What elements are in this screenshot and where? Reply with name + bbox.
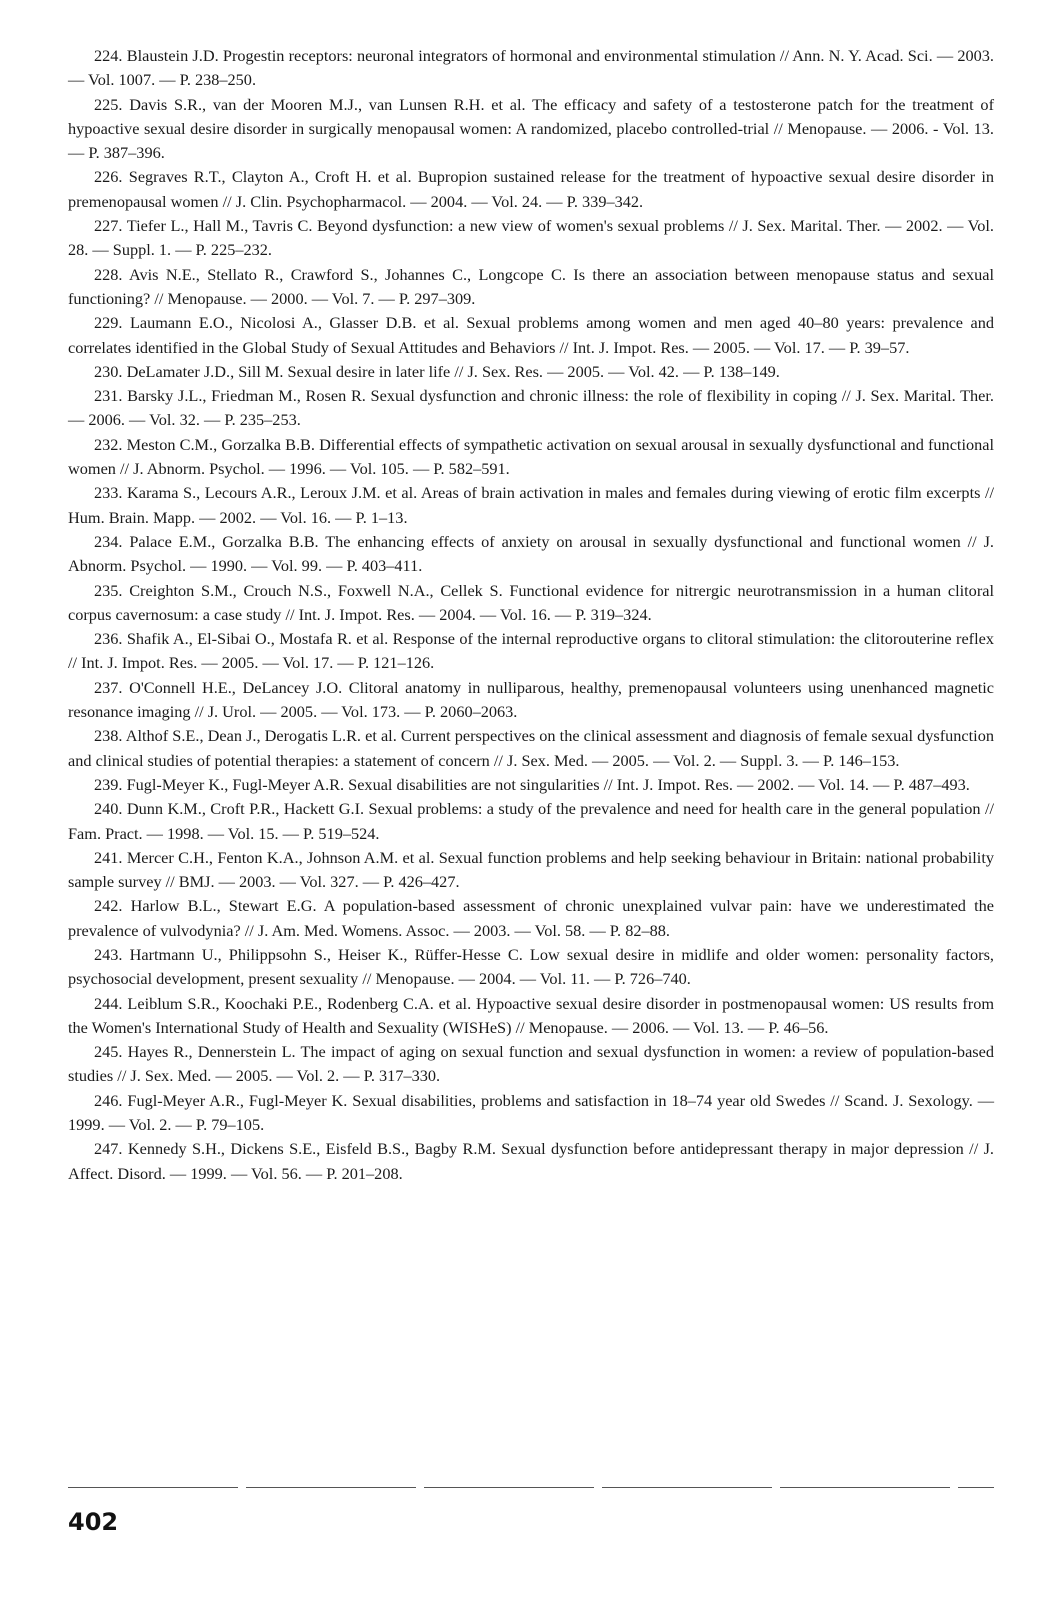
reference-241: 241. Mercer C.H., Fenton K.A., Johnson A.M. et al. Sexual function problems and help seeking behaviour in Britain: national probability sample survey // BMJ. — 2003. — Vol. 327. — P. 426–427. (68, 847, 994, 892)
reference-233: 233. Karama S., Lecours A.R., Leroux J.M. et al. Areas of brain activation in males and females during viewing of erotic film excerpts // Hum. Brain. Mapp. — 2002. — Vol. 16. — P. 1–13. (68, 483, 994, 527)
reference-239: 239. Fugl-Meyer K., Fugl-Meyer A.R. Sexual disabilities are not singularities // Int. J. Impot. Res. — 2002. — Vol. 14. — P. 487–493. (94, 774, 970, 794)
reference-247: 247. Kennedy S.H., Dickens S.E., Eisfeld B.S., Bagby R.M. Sexual dysfunction before antidepressant therapy in major depression // J. Affect. Disord. — 1999. — Vol. 56. — P. 201–208. (68, 1139, 994, 1183)
reference-228: 228. Avis N.E., Stellato R., Crawford S., Johannes C., Longcope C. Is there an association between menopause status and sexual functioning? // Menopause. — 2000. — Vol. 7. — P. 297–309. (68, 264, 994, 308)
reference-230: 230. DeLamater J.D., Sill M. Sexual desire in later life // J. Sex. Res. — 2005. — Vol. 42. — P. 138–149. (94, 361, 780, 381)
reference-225: 225. Davis S.R., van der Mooren M.J., van Lunsen R.H. et al. The efficacy and safety of a testosterone patch for the treatment of hypoactive sexual desire disorder in surgically menopausal women: A randomized, placebo controlled-trial // Menopause. — 2006. - Vol. 13. — P. 387–396. (68, 94, 994, 163)
reference-234: 234. Palace E.M., Gorzalka B.B. The enhancing effects of anxiety on arousal in sexually dysfunctional and functional women // J. Abnorm. Psychol. — 1990. — Vol. 99. — P. 403–411. (68, 531, 994, 576)
reference-246: 246. Fugl-Meyer A.R., Fugl-Meyer K. Sexual disabilities, problems and satisfaction in 18–74 year old Swedes // Scand. J. Sexology. — 1999. — Vol. 2. — P. 79–105. (68, 1090, 994, 1135)
reference-229: 229. Laumann E.O., Nicolosi A., Glasser D.B. et al. Sexual problems among women and men aged 40–80 years: prevalence and correlates identified in the Global Study of Sexual Attitudes and Behaviors // Int. J. Impot. Res. — 2005. — Vol. 17. — P. 39–57. (68, 313, 994, 357)
reference-226: 226. Segraves R.T., Clayton A., Croft H. et al. Bupropion sustained release for the treatment of hypoactive sexual desire disorder in premenopausal women // J. Clin. Psychopharmacol. — 2004. — Vol. 24. — P. 339–342. (68, 167, 994, 211)
footer-divider (68, 1487, 994, 1488)
reference-236: 236. Shafik A., El-Sibai O., Mostafa R. et al. Response of the internal reproductive organs to clitoral stimulation: the clitorouterine reflex // Int. J. Impot. Res. — 2005. — Vol. 17. — P. 121–126. (68, 629, 994, 673)
reference-238: 238. Althof S.E., Dean J., Derogatis L.R. et al. Current perspectives on the clinical assessment and diagnosis of female sexual dysfunction and clinical studies of potential therapies: a statement of concern // J. Sex. Med. — 2005. — Vol. 2. — Suppl. 3. — P. 146–153. (68, 726, 994, 770)
reference-244: 244. Leiblum S.R., Koochaki P.E., Rodenberg C.A. et al. Hypoactive sexual desire disorder in postmenopausal women: US results from the Women's International Study of Health and Sexuality (WISHeS) // Menopause. — 2006. — Vol. 13. — P. 46–56. (68, 993, 994, 1037)
reference-245: 245. Hayes R., Dennerstein L. The impact of aging on sexual function and sexual dysfunction in women: a review of population-based studies // J. Sex. Med. — 2005. — Vol. 2. — P. 317–330. (68, 1042, 994, 1086)
reference-231: 231. Barsky J.L., Friedman M., Rosen R. Sexual dysfunction and chronic illness: the role of flexibility in coping // J. Sex. Marital. Ther. — 2006. — Vol. 32. — P. 235–253. (68, 386, 994, 430)
reference-227: 227. Tiefer L., Hall M., Tavris C. Beyond dysfunction: a new view of women's sexual problems // J. Sex. Marital. Ther. — 2002. — Vol. 28. — Suppl. 1. — P. 225–232. (68, 216, 994, 260)
reference-242: 242. Harlow B.L., Stewart E.G. A population-based assessment of chronic unexplained vulvar pain: have we underestimated the prevalence of vulvodynia? // J. Am. Med. Womens. Assoc. — 2003. — Vol. 58. — P. 82–88. (68, 896, 994, 940)
reference-237: 237. O'Connell H.E., DeLancey J.O. Clitoral anatomy in nulliparous, healthy, premenopausal volunteers using unenhanced magnetic resonance imaging // J. Urol. — 2005. — Vol. 173. — P. 2060–2063. (68, 677, 994, 722)
reference-224: 224. Blaustein J.D. Progestin receptors: neuronal integrators of hormonal and environmental stimulation // Ann. N. Y. Acad. Sci. — 2003. — Vol. 1007. — P. 238–250. (68, 46, 994, 90)
reference-240: 240. Dunn K.M., Croft P.R., Hackett G.I. Sexual problems: a study of the prevalence and need for health care in the general population // Fam. Pract. — 1998. — Vol. 15. — P. 519–524. (68, 799, 994, 843)
reference-243: 243. Hartmann U., Philippsohn S., Heiser K., Rüffer-Hesse C. Low sexual desire in midlife and older women: personality factors, psychosocial development, present sexuality // Menopause. — 2004. — Vol. 11. — P. 726–740. (68, 944, 994, 989)
reference-list (68, 44, 994, 1186)
reference-235: 235. Creighton S.M., Crouch N.S., Foxwell N.A., Cellek S. Functional evidence for nitrergic neurotransmission in a human clitoral corpus cavernosum: a case study // Int. J. Impot. Res. — 2004. — Vol. 16. — P. 319–324. (68, 580, 994, 624)
reference-232: 232. Meston C.M., Gorzalka B.B. Differential effects of sympathetic activation on sexual arousal in sexually dysfunctional and functional women // J. Abnorm. Psychol. — 1996. — Vol. 105. — P. 582–591. (68, 434, 994, 479)
page-number: 402 (68, 1508, 119, 1536)
